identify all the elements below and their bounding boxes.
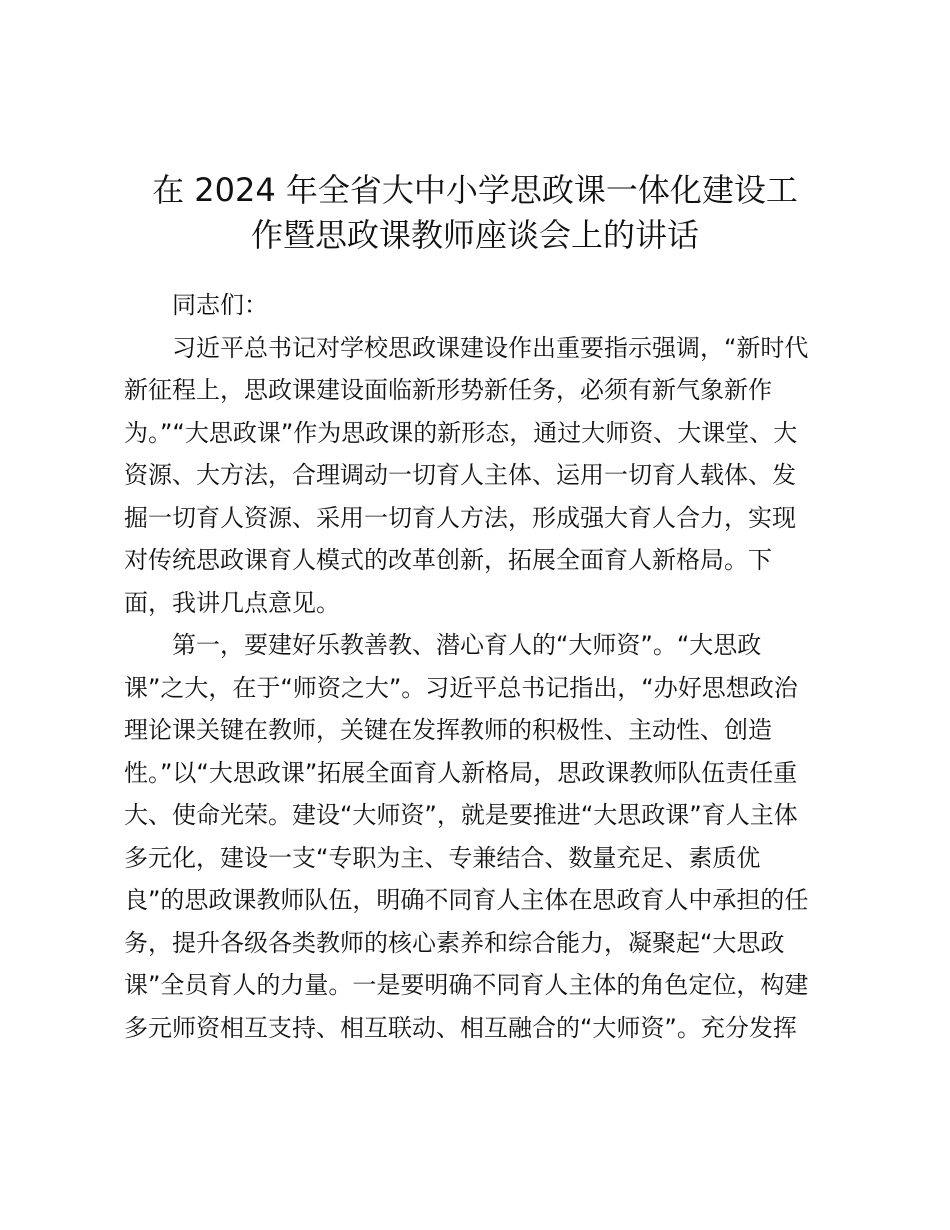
title-line: 在 2024 年全省大中小学思政课一体化建设工: [152, 171, 798, 209]
paragraph-line: 多元师资相互支持、相互联动、相互融合的“大师资”。充分发挥: [124, 1013, 797, 1042]
paragraph-line: 课”之大，在于“师资之大”。习近平总书记指出，“办好思想政治: [124, 673, 798, 702]
paragraph-line: 面，我讲几点意见。: [124, 588, 340, 617]
paragraph-line: 掘一切育人资源、采用一切育人方法，形成强大育人合力，实现: [124, 503, 796, 532]
paragraph-line: 新征程上，思政课建设面临新形势新任务，必须有新气象新作: [124, 376, 772, 404]
paragraph-line: 理论课关键在教师，关键在发挥教师的积极性、主动性、创造: [124, 716, 772, 744]
document-body: [124, 284, 844, 1049]
title-line: 作暨思政课教师座谈会上的讲话: [250, 216, 699, 254]
paragraph-line: 第一，要建好乐教善教、潜心育人的“大师资”。“大思政: [172, 631, 762, 659]
paragraph-line: 习近平总书记对学校思政课建设作出重要指示强调，“新时代: [172, 333, 809, 362]
paragraph-line: 多元化，建设一支“专职为主、专兼结合、数量充足、素质优: [124, 843, 761, 872]
salutation: 同志们：: [172, 291, 268, 319]
paragraph-line: 大、使命光荣。建设“大师资”，就是要推进“大思政课”育人主体: [124, 801, 798, 829]
paragraph-line: 资源、大方法，合理调动一切育人主体、运用一切育人载体、发: [124, 461, 796, 489]
paragraph-line: 务，提升各级各类教师的核心素养和综合能力，凝聚起“大思政: [124, 928, 785, 957]
paragraph-line: 课”全员育人的力量。一是要明确不同育人主体的角色定位，构建: [124, 971, 809, 999]
paragraph-line: 性。”以“大思政课”拓展全面育人新格局，思政课教师队伍责任重: [124, 758, 798, 787]
paragraph-line: 为。”“大思政课”作为思政课的新形态，通过大师资、大课堂、大: [124, 418, 798, 447]
paragraph-line: 良”的思政课教师队伍，明确不同育人主体在思政育人中承担的任: [124, 886, 809, 914]
paragraph-line: 对传统思政课育人模式的改革创新，拓展全面育人新格局。下: [124, 546, 772, 574]
document-title: [100, 168, 850, 258]
